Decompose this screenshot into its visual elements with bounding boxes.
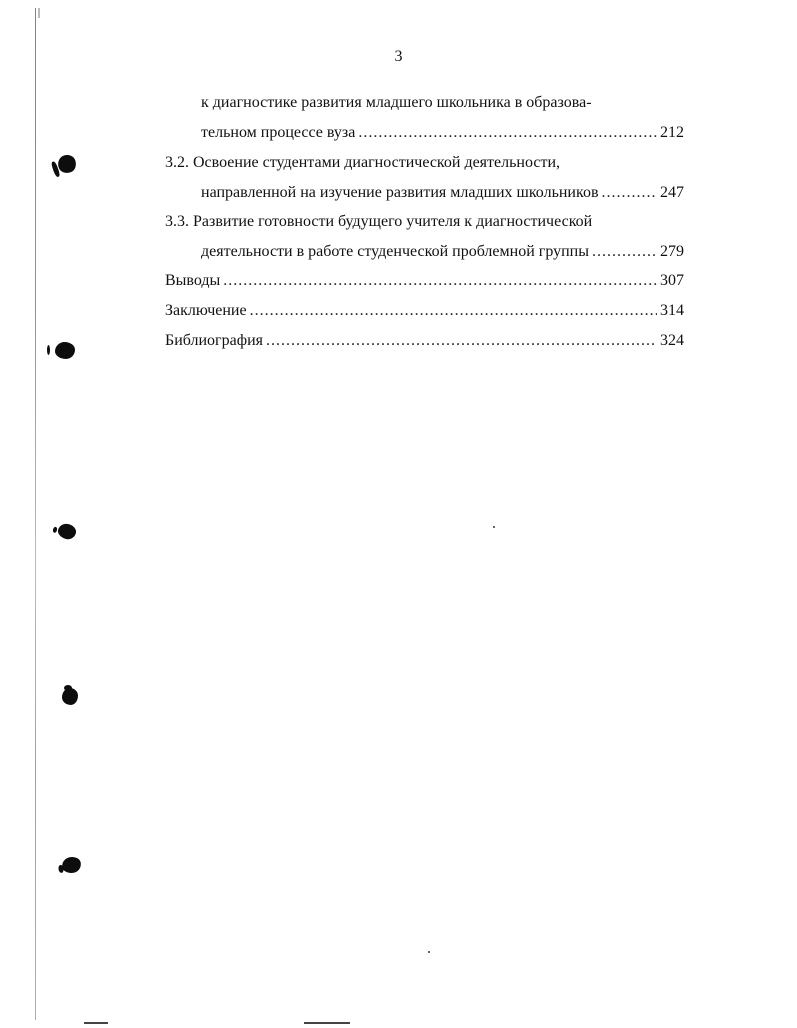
toc-page-number: 314 xyxy=(660,302,684,319)
toc-entry xyxy=(165,331,684,351)
toc-page-number: 307 xyxy=(660,272,684,289)
hole-punch-mark xyxy=(56,522,77,541)
toc-entry-leader-line xyxy=(165,331,684,351)
toc-dot-leader xyxy=(358,123,657,143)
toc-page-number: 247 xyxy=(660,184,684,201)
hole-punch-mark xyxy=(62,688,78,705)
toc-entry-leader-line xyxy=(165,123,684,143)
toc-entry-line: 3.3. Развитие готовности будущего учителя к диагностической xyxy=(165,213,593,230)
toc-page-number: 279 xyxy=(660,243,684,260)
toc-entry-line: к диагностике развития младшего школьника в образова- xyxy=(201,94,592,111)
hole-punch-mark xyxy=(55,152,78,175)
hole-punch-mark xyxy=(55,342,75,359)
scan-speck xyxy=(493,526,495,528)
toc-entry-leader-line xyxy=(165,271,684,291)
toc-entry xyxy=(165,93,684,143)
toc-dot-leader xyxy=(250,301,657,321)
toc-entry xyxy=(165,212,684,262)
scan-edge-tick xyxy=(38,8,40,18)
toc-page-number: 212 xyxy=(660,124,684,141)
toc-entry-title: Заключение xyxy=(165,302,247,319)
toc-entry-line: 3.2. Освоение студентами диагностической деятельности, xyxy=(165,154,561,171)
scan-speck xyxy=(428,951,430,953)
toc-entry-leader-line xyxy=(165,242,684,262)
toc-entry xyxy=(165,153,684,203)
toc-dot-leader xyxy=(266,331,657,351)
scan-bottom-mark xyxy=(304,1022,350,1024)
toc-dot-leader xyxy=(602,183,658,203)
scan-bottom-mark xyxy=(84,1022,108,1024)
toc-entry-leader-line xyxy=(165,301,684,321)
scan-edge-line xyxy=(35,8,36,1020)
page-number: 3 xyxy=(394,48,403,65)
toc-dot-leader xyxy=(592,242,657,262)
hole-punch-mark xyxy=(61,855,82,874)
toc-page-number: 324 xyxy=(660,332,684,349)
toc-entry-title: Библиография xyxy=(165,332,263,349)
toc-entry-leader-line xyxy=(165,183,684,203)
toc-entry xyxy=(165,301,684,321)
toc-entry-title: деятельности в работе студенческой проблемной группы xyxy=(201,243,589,260)
toc-dot-leader xyxy=(223,271,657,291)
toc-entry-title: тельном процессе вуза xyxy=(201,124,356,141)
toc-entry xyxy=(165,271,684,291)
toc-entry-title: направленной на изучение развития младших школьников xyxy=(201,184,599,201)
toc-entry-title: Выводы xyxy=(165,272,221,289)
